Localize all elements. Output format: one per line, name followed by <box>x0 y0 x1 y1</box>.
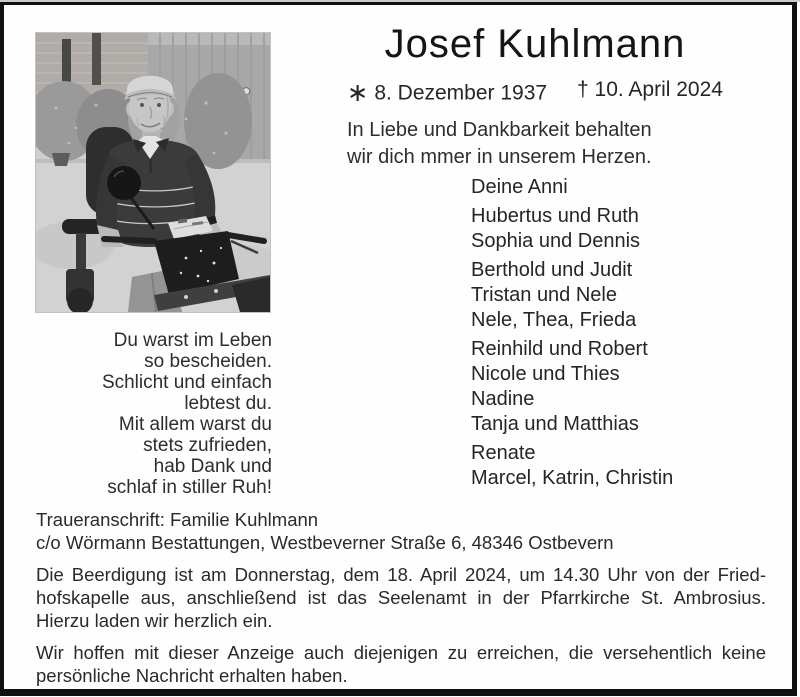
mourner-line: Berthold und Judit <box>471 259 633 281</box>
mourner-line: Nadine <box>471 388 535 410</box>
closing-note-line: persönliche Nachricht erhalten haben. <box>36 665 348 686</box>
poem-line: Schlicht und einfach <box>101 372 272 393</box>
mourner-line: Nele, Thea, Frieda <box>471 309 637 331</box>
mourner-line: Reinhild und Robert <box>471 338 648 360</box>
poem-line: hab Dank und <box>153 456 272 477</box>
poem-line: schlaf in stiller Ruh! <box>107 477 272 498</box>
dedication-line: In Liebe und Dankbarkeit behalten <box>347 119 652 141</box>
mourning-address-line: c/o Wörmann Bestattungen, Westbeverner Straße 6, 48346 Ostbevern <box>36 532 614 553</box>
memorial-poem <box>35 330 272 498</box>
birth-date-text: 8. Dezember 1937 <box>374 81 548 105</box>
mourner-line: Deine Anni <box>471 176 568 198</box>
poem-line: lebtest du. <box>184 393 272 414</box>
mourning-address-line: Traueranschrift: Familie Kuhlmann <box>36 509 319 530</box>
closing-note <box>36 641 766 687</box>
deceased-name-title: Josef Kuhlmann <box>384 22 686 66</box>
poem-line: Mit allem warst du <box>118 414 272 435</box>
death-date-text: 10. April 2024 <box>594 78 723 101</box>
mourner-line: Marcel, Katrin, Christin <box>471 467 674 489</box>
death-date <box>577 78 723 102</box>
funeral-info-line: Hierzu laden wir herzlich ein. <box>36 610 273 631</box>
dedication-line: wir dich mmer in unserem Herzen. <box>347 146 652 168</box>
death-cross-symbol: † <box>577 78 589 101</box>
mourner-line: Sophia und Dennis <box>471 230 641 252</box>
funeral-info <box>36 563 766 632</box>
poem-line: Du warst im Leben <box>113 330 272 351</box>
mourner-line: Nicole und Thies <box>471 363 620 385</box>
mourner-line: Hubertus und Ruth <box>471 205 639 227</box>
scan-edge-strip <box>0 0 800 2</box>
closing-note-line: Wir hoffen mit dieser Anzeige auch diejenigen zu erreichen, die versehentlich keine <box>36 642 766 663</box>
funeral-info-line: hofskapelle aus, anschließend ist das Seelenamt in der Pfarrkirche St. Ambrosius. <box>36 587 766 608</box>
notice-details <box>36 508 766 687</box>
mourners-list <box>471 175 673 491</box>
mourner-line: Renate <box>471 442 536 464</box>
mourning-address <box>36 508 766 554</box>
birth-date <box>347 78 547 108</box>
funeral-info-line: Die Beerdigung ist am Donnerstag, dem 18. April 2024, um 14.30 Uhr von der Fried- <box>36 564 766 585</box>
poem-line: stets zufrieden, <box>143 435 272 456</box>
birth-star-symbol: ∗ <box>347 79 369 107</box>
mourner-line: Tristan und Nele <box>471 284 617 306</box>
poem-line: so bescheiden. <box>144 351 272 372</box>
mourner-line: Tanja und Matthias <box>471 413 639 435</box>
memorial-photo <box>35 32 271 313</box>
dedication-text <box>347 117 652 171</box>
